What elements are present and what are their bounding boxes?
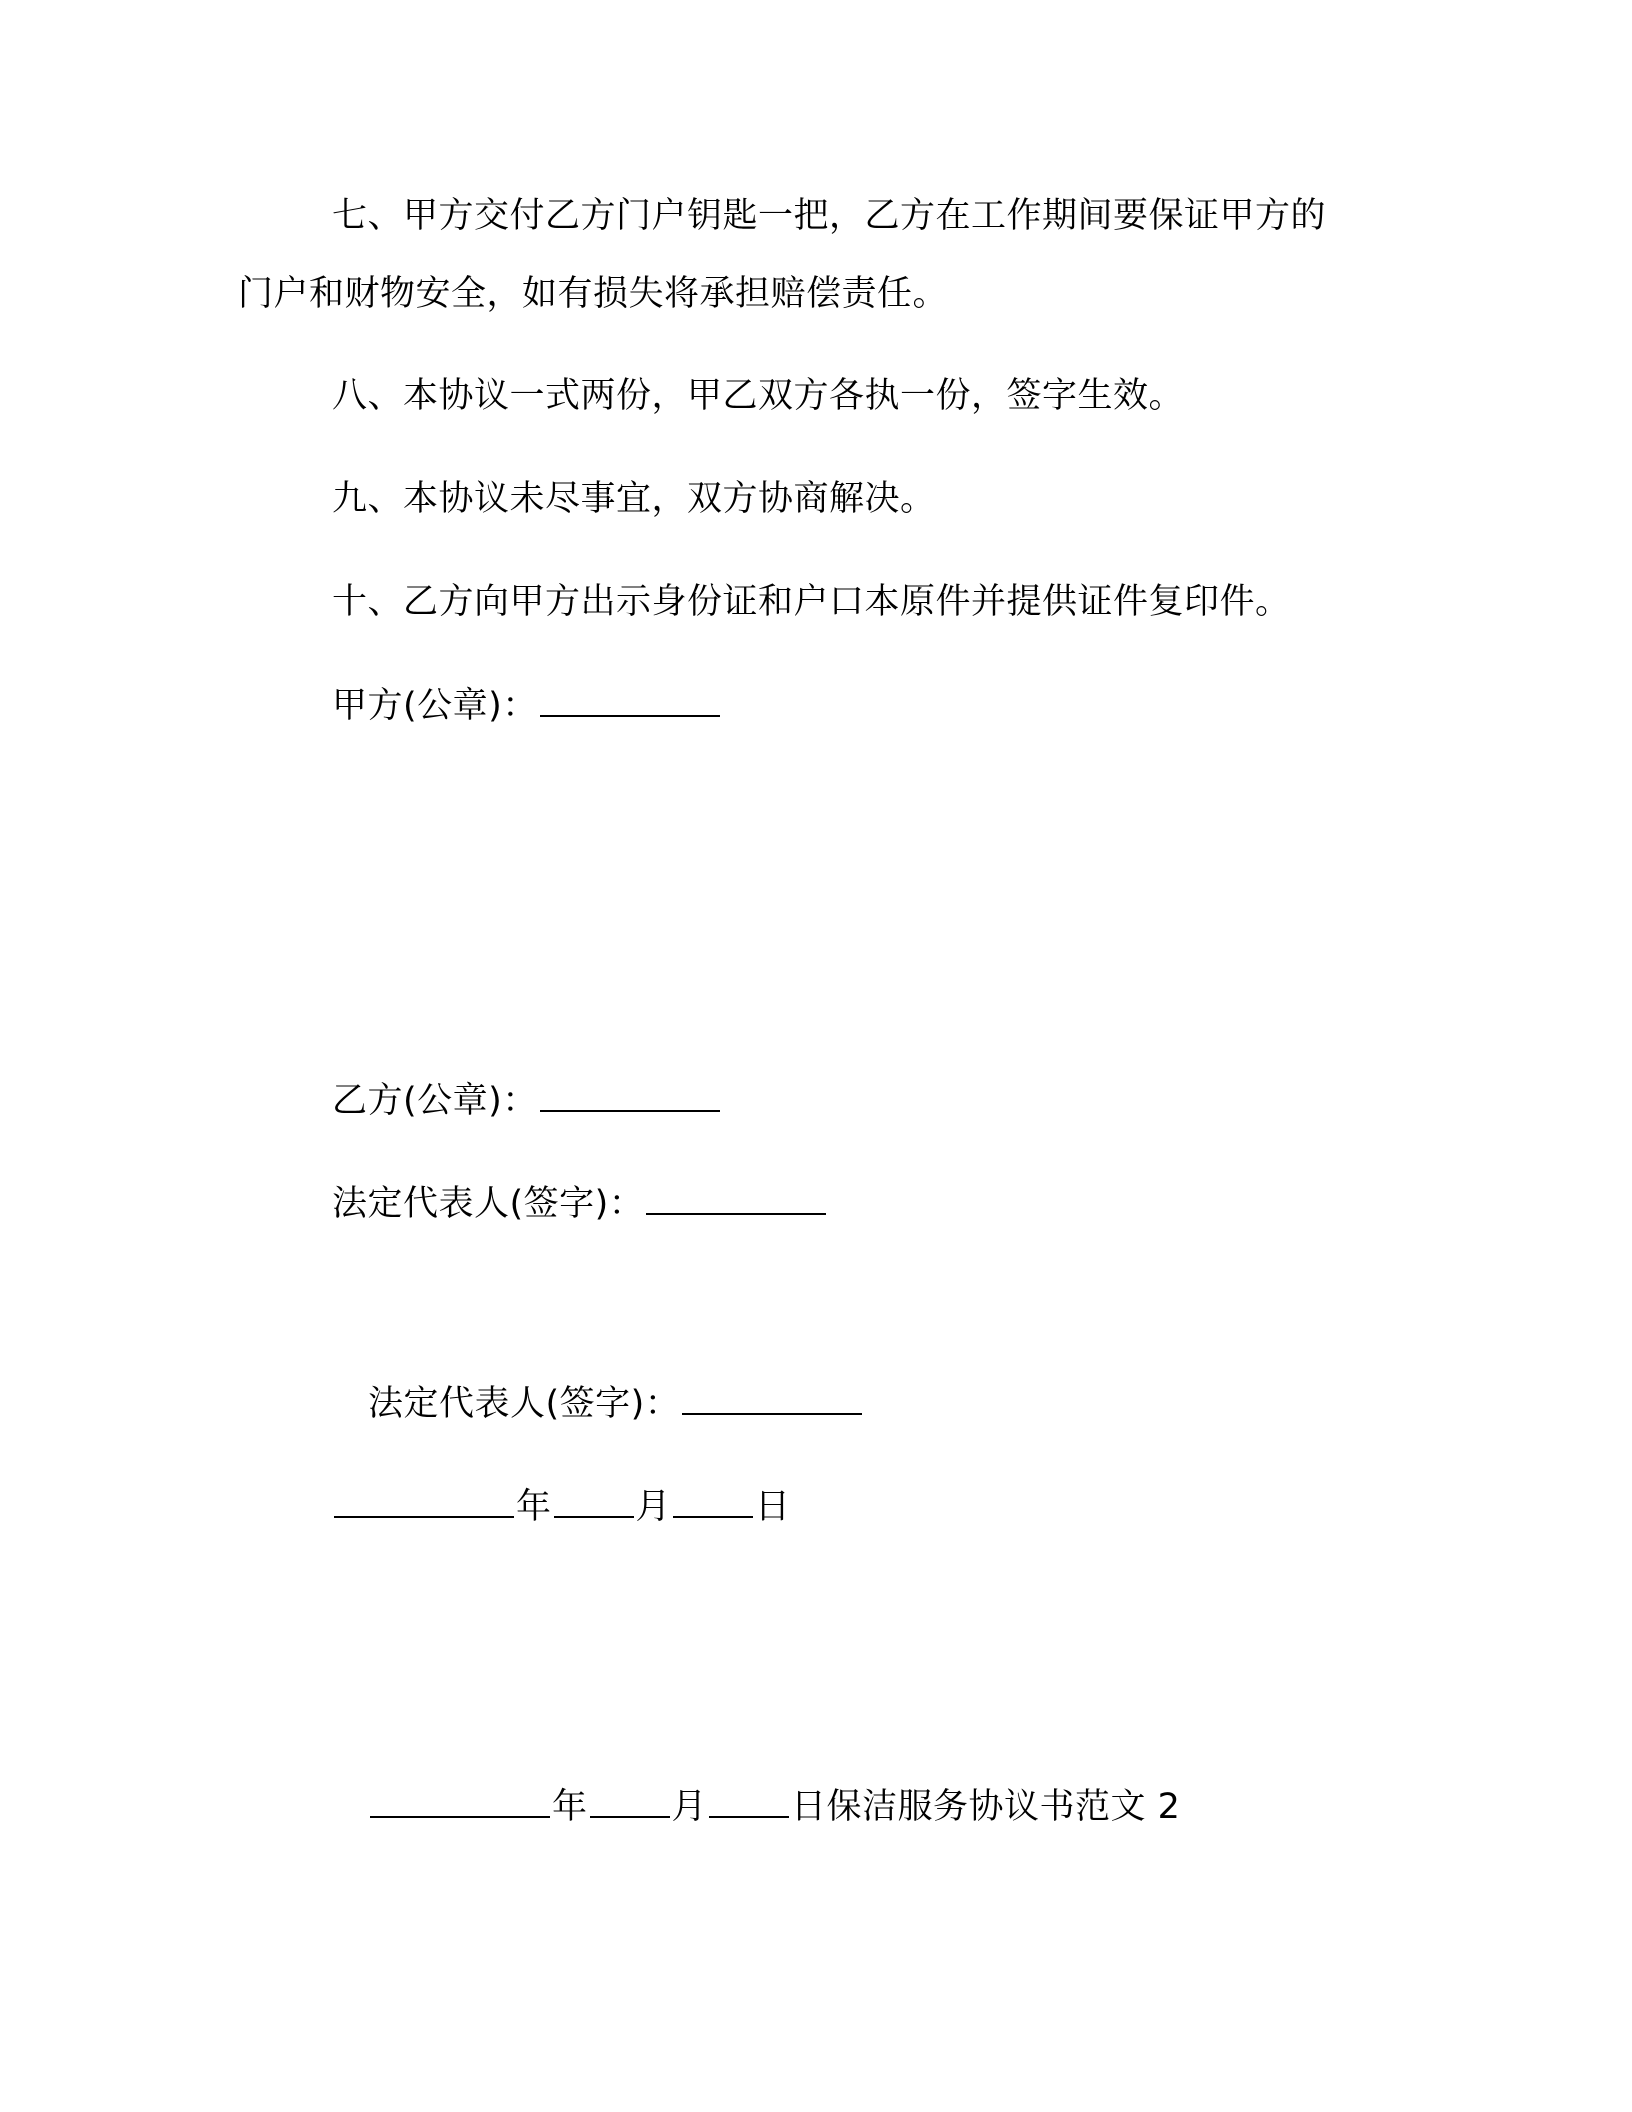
clause-7-line-1: 七、甲方交付乙方门户钥匙一把，乙方在工作期间要保证甲方的 (332, 196, 1327, 236)
legal-rep-label-1: 法定代表人(签字)： (332, 1184, 645, 1224)
clause-7-line-2: 门户和财物安全，如有损失将承担赔偿责任。 (238, 274, 949, 314)
footer-day-blank (709, 1786, 789, 1818)
date-month-label: 月 (635, 1487, 672, 1527)
party-b-seal-line (332, 1077, 722, 1125)
date-day-blank (673, 1486, 753, 1518)
party-a-seal-label: 甲方(公章)： (332, 686, 538, 726)
footer-year-label: 年 (552, 1787, 588, 1827)
clause-8: 八、本协议一式两份，甲乙双方各执一份，签字生效。 (332, 376, 1185, 416)
party-a-seal-line (332, 682, 722, 730)
date-year-blank (334, 1486, 514, 1518)
footer-month-blank (590, 1786, 670, 1818)
footer-year-blank (370, 1786, 550, 1818)
party-a-signature-blank (540, 685, 720, 717)
footer-day-title: 日保洁服务协议书范文 2 (791, 1787, 1181, 1827)
footer-date-title-line (368, 1783, 1180, 1831)
party-b-seal-label: 乙方(公章)： (332, 1081, 538, 1121)
party-b-signature-blank (540, 1080, 720, 1112)
date-month-blank (554, 1486, 634, 1518)
footer-month-label: 月 (671, 1787, 708, 1827)
clause-9: 九、本协议未尽事宜，双方协商解决。 (332, 479, 936, 519)
legal-rep-line-1 (332, 1180, 828, 1228)
legal-rep-signature-blank-1 (646, 1183, 826, 1215)
legal-rep-signature-blank-2 (682, 1383, 862, 1415)
legal-rep-line-2 (368, 1380, 864, 1428)
date-day-label: 日 (755, 1487, 791, 1527)
date-line (332, 1483, 791, 1531)
legal-rep-label-2: 法定代表人(签字)： (368, 1384, 681, 1424)
clause-10: 十、乙方向甲方出示身份证和户口本原件并提供证件复印件。 (332, 582, 1291, 622)
date-year-label: 年 (516, 1487, 552, 1527)
